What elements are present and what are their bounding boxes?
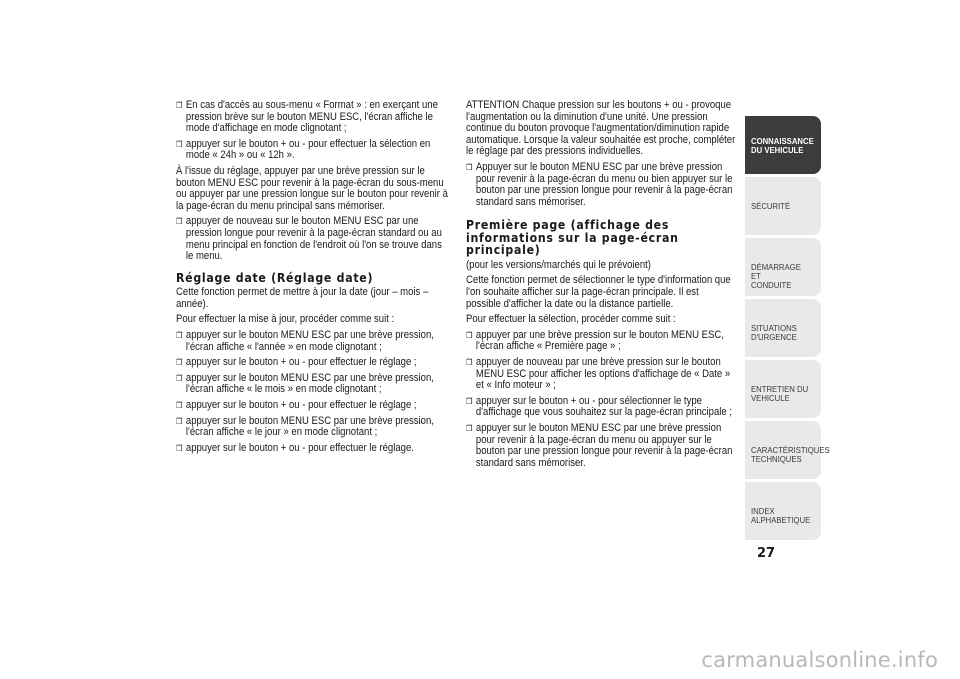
list-item [466,330,736,353]
paragraph: Cette fonction permet de mettre à jour la date (jour – mois – année). [176,286,429,310]
list-item [466,357,736,392]
list-item [176,330,451,353]
checkbox-bullet-icon: ❒ [176,400,183,410]
section-tab-label: ENTRETIEN DU VEHICULE [751,384,809,403]
list-item [176,443,451,455]
list-item-text: appuyer sur le bouton + ou - pour sélectionner le type d'affichage que vous souhaitez sur la page-écran principale ; [475,394,732,419]
list-item-text: appuyer sur le bouton + ou - pour effectuer le réglage. [185,441,414,454]
right-column [466,100,736,473]
paragraph: Cette fonction permet de sélectionner le type d'information que l'on souhaite afficher sur la page-écran principale. Il est possible d'afficher la date ou la distance partielle. [466,274,731,310]
checkbox-bullet-icon: ❒ [466,162,473,172]
paragraph: À l'issue du réglage, appuyer par une brève pression sur le bouton MENU ESC pour revenir à la page-écran du sous-menu ou appuyer par une pression longue sur le bouton pour revenir à la page-écran du menu principal sans mémoriser. [176,164,448,212]
checkbox-bullet-icon: ❒ [176,358,183,368]
checkbox-bullet-icon: ❒ [466,423,473,433]
section-tab[interactable] [745,421,830,479]
list-item [176,139,451,162]
section-tab[interactable] [745,482,821,540]
section-tab-label: DÉMARRAGE ET CONDUITE [751,262,801,290]
list-item [176,100,451,135]
checkbox-bullet-icon: ❒ [176,373,183,383]
paragraph: Pour effectuer la mise à jour, procéder comme suit : [176,313,395,326]
paragraph: Pour effectuer la sélection, procéder comme suit : [466,313,676,326]
list-item-text: appuyer sur le bouton + ou - pour effectuer le réglage ; [185,398,417,411]
list-item-text: appuyer sur le bouton + ou - pour effectuer le réglage ; [185,356,417,369]
section-tab-label: CARACTÉRISTIQUES TECHNIQUES [751,445,830,464]
list-item [466,423,736,469]
section-tab[interactable] [745,299,821,357]
paragraph: (pour les versions/marchés qui le prévoient) [466,258,651,271]
list-item-text: appuyer sur le bouton MENU ESC par une brève pression, l'écran affiche « le mois » en mode clignotant ; [185,371,434,396]
checkbox-bullet-icon: ❒ [176,217,183,227]
checkbox-bullet-icon: ❒ [176,139,183,149]
checkbox-bullet-icon: ❒ [176,101,183,110]
section-tab-label: INDEX ALPHABETIQUE [751,506,811,525]
checkbox-bullet-icon: ❒ [466,396,473,406]
section-tab-label: CONNAISSANCE DU VEHICULE [751,136,814,155]
list-item-text: Appuyer sur le bouton MENU ESC par une brève pression pour revenir à la page-écran du menu ou bien appuyer sur le bouton par une pression longue pour revenir à la page-écran standard sans mémoriser. [475,160,733,208]
list-item-text: appuyer sur le bouton MENU ESC par une brève pression pour revenir à la page-écran du menu ou appuyer sur le bouton par une pression longue pour revenir à la page-écran standard sans mémoriser. [475,421,733,469]
section-tab[interactable] [745,238,821,296]
page-number: 27 [757,546,776,561]
list-item-text: appuyer de nouveau par une brève pression sur le bouton MENU ESC pour afficher les options d'affichage de « Date » et « Info moteur » ; [475,356,731,392]
list-item-text: appuyer de nouveau sur le bouton MENU ESC par une pression longue pour revenir à la page-écran standard ou au menu principal en fonction de l'endroit où l'on se trouve dans le menu. [185,215,442,263]
list-item [176,416,451,439]
list-item-text: appuyer par une brève pression sur le bouton MENU ESC, l'écran affiche « Première page » ; [475,328,724,353]
list-item-text: appuyer sur le bouton MENU ESC par une brève pression, l'écran affiche « le jour » en mode clignotant ; [185,414,434,439]
checkbox-bullet-icon: ❒ [466,358,473,367]
checkbox-bullet-icon: ❒ [466,330,473,340]
section-tab-label: SÉCURITÉ [751,201,791,211]
list-item [176,357,451,369]
section-tab[interactable] [745,360,821,418]
section-heading: Première page (affichage des informations sur la page-écran principale) [466,218,679,258]
section-tab[interactable] [745,116,821,174]
watermark: carmanualsonline.info [701,648,938,672]
list-item-text: En cas d'accès au sous-menu « Format » : en exerçant une pression brève sur le bouton MENU ESC, l'écran affiche le mode d'affichage en mode clignotant ; [185,99,438,135]
checkbox-bullet-icon: ❒ [176,443,183,453]
list-item [176,216,451,262]
section-tabs [745,116,830,543]
section-heading: Réglage date (Réglage date) [176,270,374,285]
list-item [176,400,451,412]
paragraph: ATTENTION Chaque pression sur les boutons + ou - provoque l'augmentation ou la diminution d'une unité. Une pression continue du bouton provoque l'augmentation/diminution rapide automatique. Lorsque la valeur souhaitée est proche, compléter le réglage par des pressions individuelles. [466,99,736,158]
list-item [466,162,736,208]
list-item-text: appuyer sur le bouton + ou - pour effectuer la sélection en mode « 24h » ou « 12h ». [185,137,431,162]
checkbox-bullet-icon: ❒ [176,331,183,340]
checkbox-bullet-icon: ❒ [176,416,183,426]
left-column [176,100,451,458]
section-tab[interactable] [745,177,821,235]
list-item [176,373,451,396]
section-tab-label: SITUATIONS D'URGENCE [751,323,797,342]
list-item-text: appuyer sur le bouton MENU ESC par une brève pression, l'écran affiche « l'année » en mode clignotant ; [185,329,434,353]
list-item [466,396,736,419]
